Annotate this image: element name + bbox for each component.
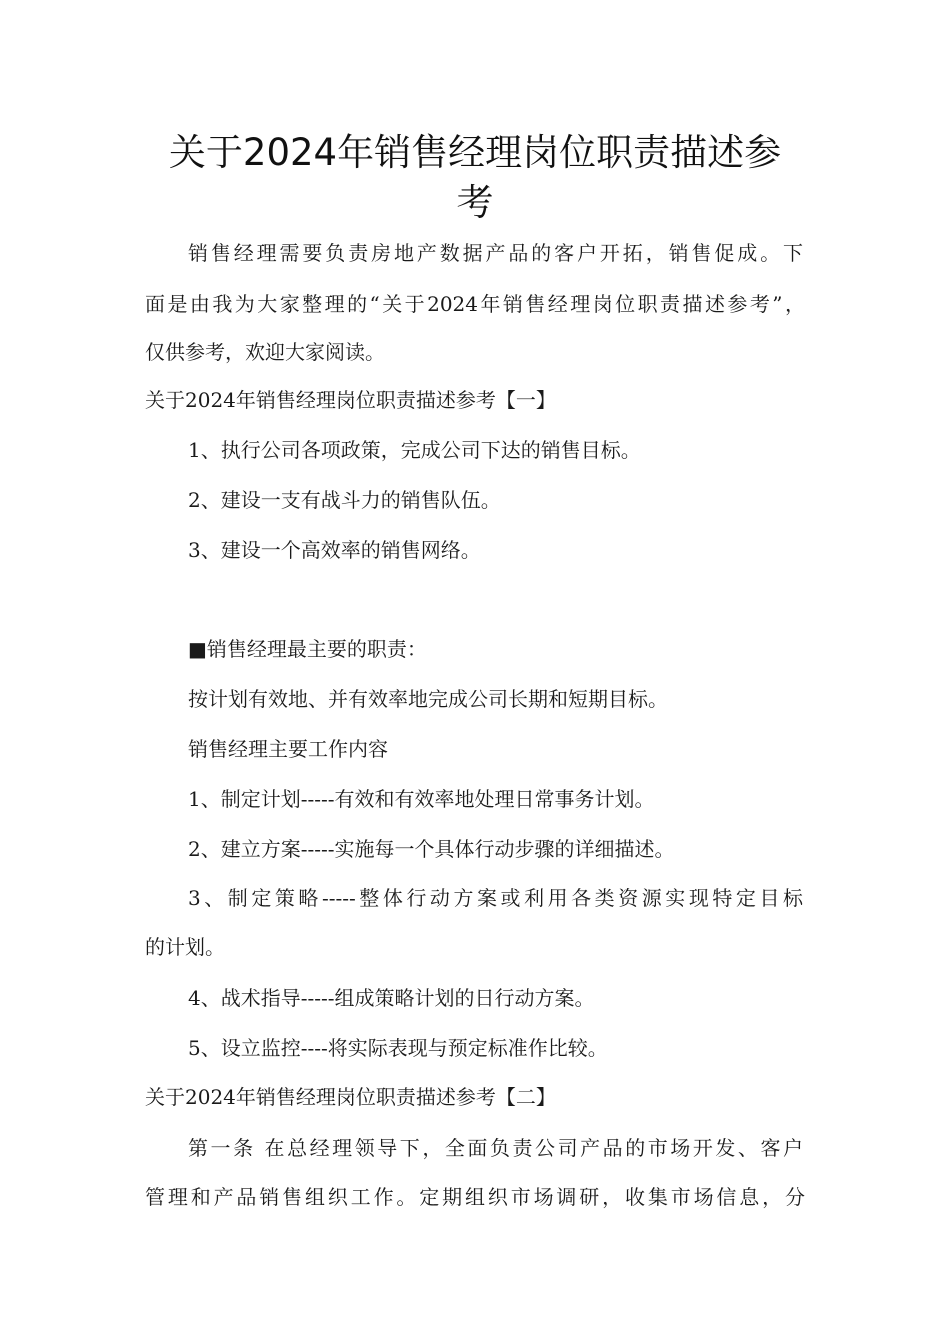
section-1-item-3: 3、建设一个高效率的销售网络。 (188, 538, 481, 562)
intro-line-1: 销售经理需要负责房地产数据产品的客户开拓，销售促成。下 (188, 241, 803, 265)
intro-line-3: 仅供参考，欢迎大家阅读。 (145, 340, 385, 364)
work-content-heading: 销售经理主要工作内容 (188, 737, 388, 761)
document-title (145, 128, 805, 228)
main-duty-text: 按计划有效地、并有效率地完成公司长期和短期目标。 (188, 687, 668, 711)
title-line-1: 关于2024年销售经理岗位职责描述参 (168, 131, 782, 174)
work-item-4: 4、战术指导-----组成策略计划的日行动方案。 (188, 986, 595, 1010)
work-item-3-line-2: 的计划。 (145, 935, 225, 959)
section-1-item-1: 1、执行公司各项政策，完成公司下达的销售目标。 (188, 438, 641, 462)
section-1-item-2: 2、建设一支有战斗力的销售队伍。 (188, 488, 501, 512)
section-2-para-line-2: 管理和产品销售组织工作。定期组织市场调研，收集市场信息，分 (145, 1185, 805, 1209)
intro-line-2: 面是由我为大家整理的“关于2024年销售经理岗位职责描述参考”， (145, 292, 805, 316)
title-line-2: 考 (456, 181, 494, 224)
section-2-para-line-1: 第一条 在总经理领导下，全面负责公司产品的市场开发、客户 (188, 1136, 803, 1160)
work-item-1: 1、制定计划-----有效和有效率地处理日常事务计划。 (188, 787, 655, 811)
section-2-heading: 关于2024年销售经理岗位职责描述参考【二】 (145, 1085, 556, 1109)
main-duty-heading: ■销售经理最主要的职责： (188, 637, 427, 661)
work-item-3-line-1: 3、制定策略-----整体行动方案或利用各类资源实现特定目标 (188, 886, 803, 910)
work-item-2: 2、建立方案-----实施每一个具体行动步骤的详细描述。 (188, 837, 675, 861)
section-1-heading: 关于2024年销售经理岗位职责描述参考【一】 (145, 388, 556, 412)
work-item-5: 5、设立监控----将实际表现与预定标准作比较。 (188, 1036, 608, 1060)
